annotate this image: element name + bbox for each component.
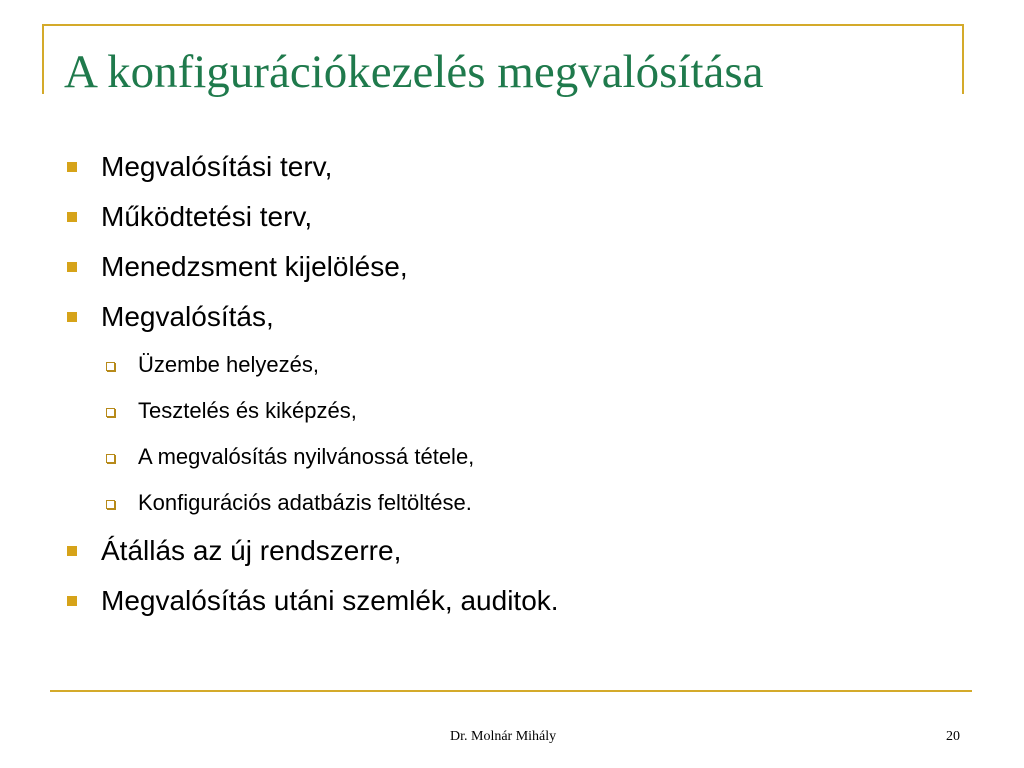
bullet-text: Menedzsment kijelölése, <box>101 251 408 282</box>
hollow-square-bullet-icon <box>106 408 115 417</box>
title-frame-top-line <box>42 24 964 26</box>
square-bullet-icon <box>67 596 77 606</box>
bullet-text: Megvalósítási terv, <box>101 151 333 182</box>
bullet-item <box>64 192 964 242</box>
bullet-text: Átállás az új rendszerre, <box>101 535 402 566</box>
sub-bullet-text: Tesztelés és kiképzés, <box>138 398 357 423</box>
hollow-square-bullet-icon <box>106 500 115 509</box>
sub-bullet-text: A megvalósítás nyilvánossá tétele, <box>138 444 475 469</box>
title-frame-left-line <box>42 24 44 94</box>
bullet-item <box>64 526 964 576</box>
hollow-square-bullet-icon <box>106 454 115 463</box>
square-bullet-icon <box>67 546 77 556</box>
sub-bullet-item <box>64 342 964 388</box>
sub-bullet-text: Konfigurációs adatbázis feltöltése. <box>138 490 472 515</box>
square-bullet-icon <box>67 212 77 222</box>
square-bullet-icon <box>67 262 77 272</box>
slide-content <box>64 142 964 626</box>
bullet-text: Megvalósítás, <box>101 301 274 332</box>
bullet-item <box>64 576 964 626</box>
bullet-text: Megvalósítás utáni szemlék, auditok. <box>101 585 559 616</box>
bullet-item <box>64 242 964 292</box>
sub-bullet-item <box>64 434 964 480</box>
footer-author: Dr. Molnár Mihály <box>450 729 557 744</box>
bullet-item <box>64 142 964 192</box>
bullet-item <box>64 292 964 342</box>
square-bullet-icon <box>67 312 77 322</box>
sub-bullet-text: Üzembe helyezés, <box>138 352 319 377</box>
bullet-text: Működtetési terv, <box>101 201 313 232</box>
page-number: 20 <box>946 729 960 744</box>
title-frame-right-line <box>962 24 964 94</box>
hollow-square-bullet-icon <box>106 362 115 371</box>
sub-bullet-item <box>64 480 964 526</box>
square-bullet-icon <box>67 162 77 172</box>
slide-title: A konfigurációkezelés megvalósítása <box>64 46 764 98</box>
footer-divider <box>50 690 972 692</box>
sub-bullet-item <box>64 388 964 434</box>
